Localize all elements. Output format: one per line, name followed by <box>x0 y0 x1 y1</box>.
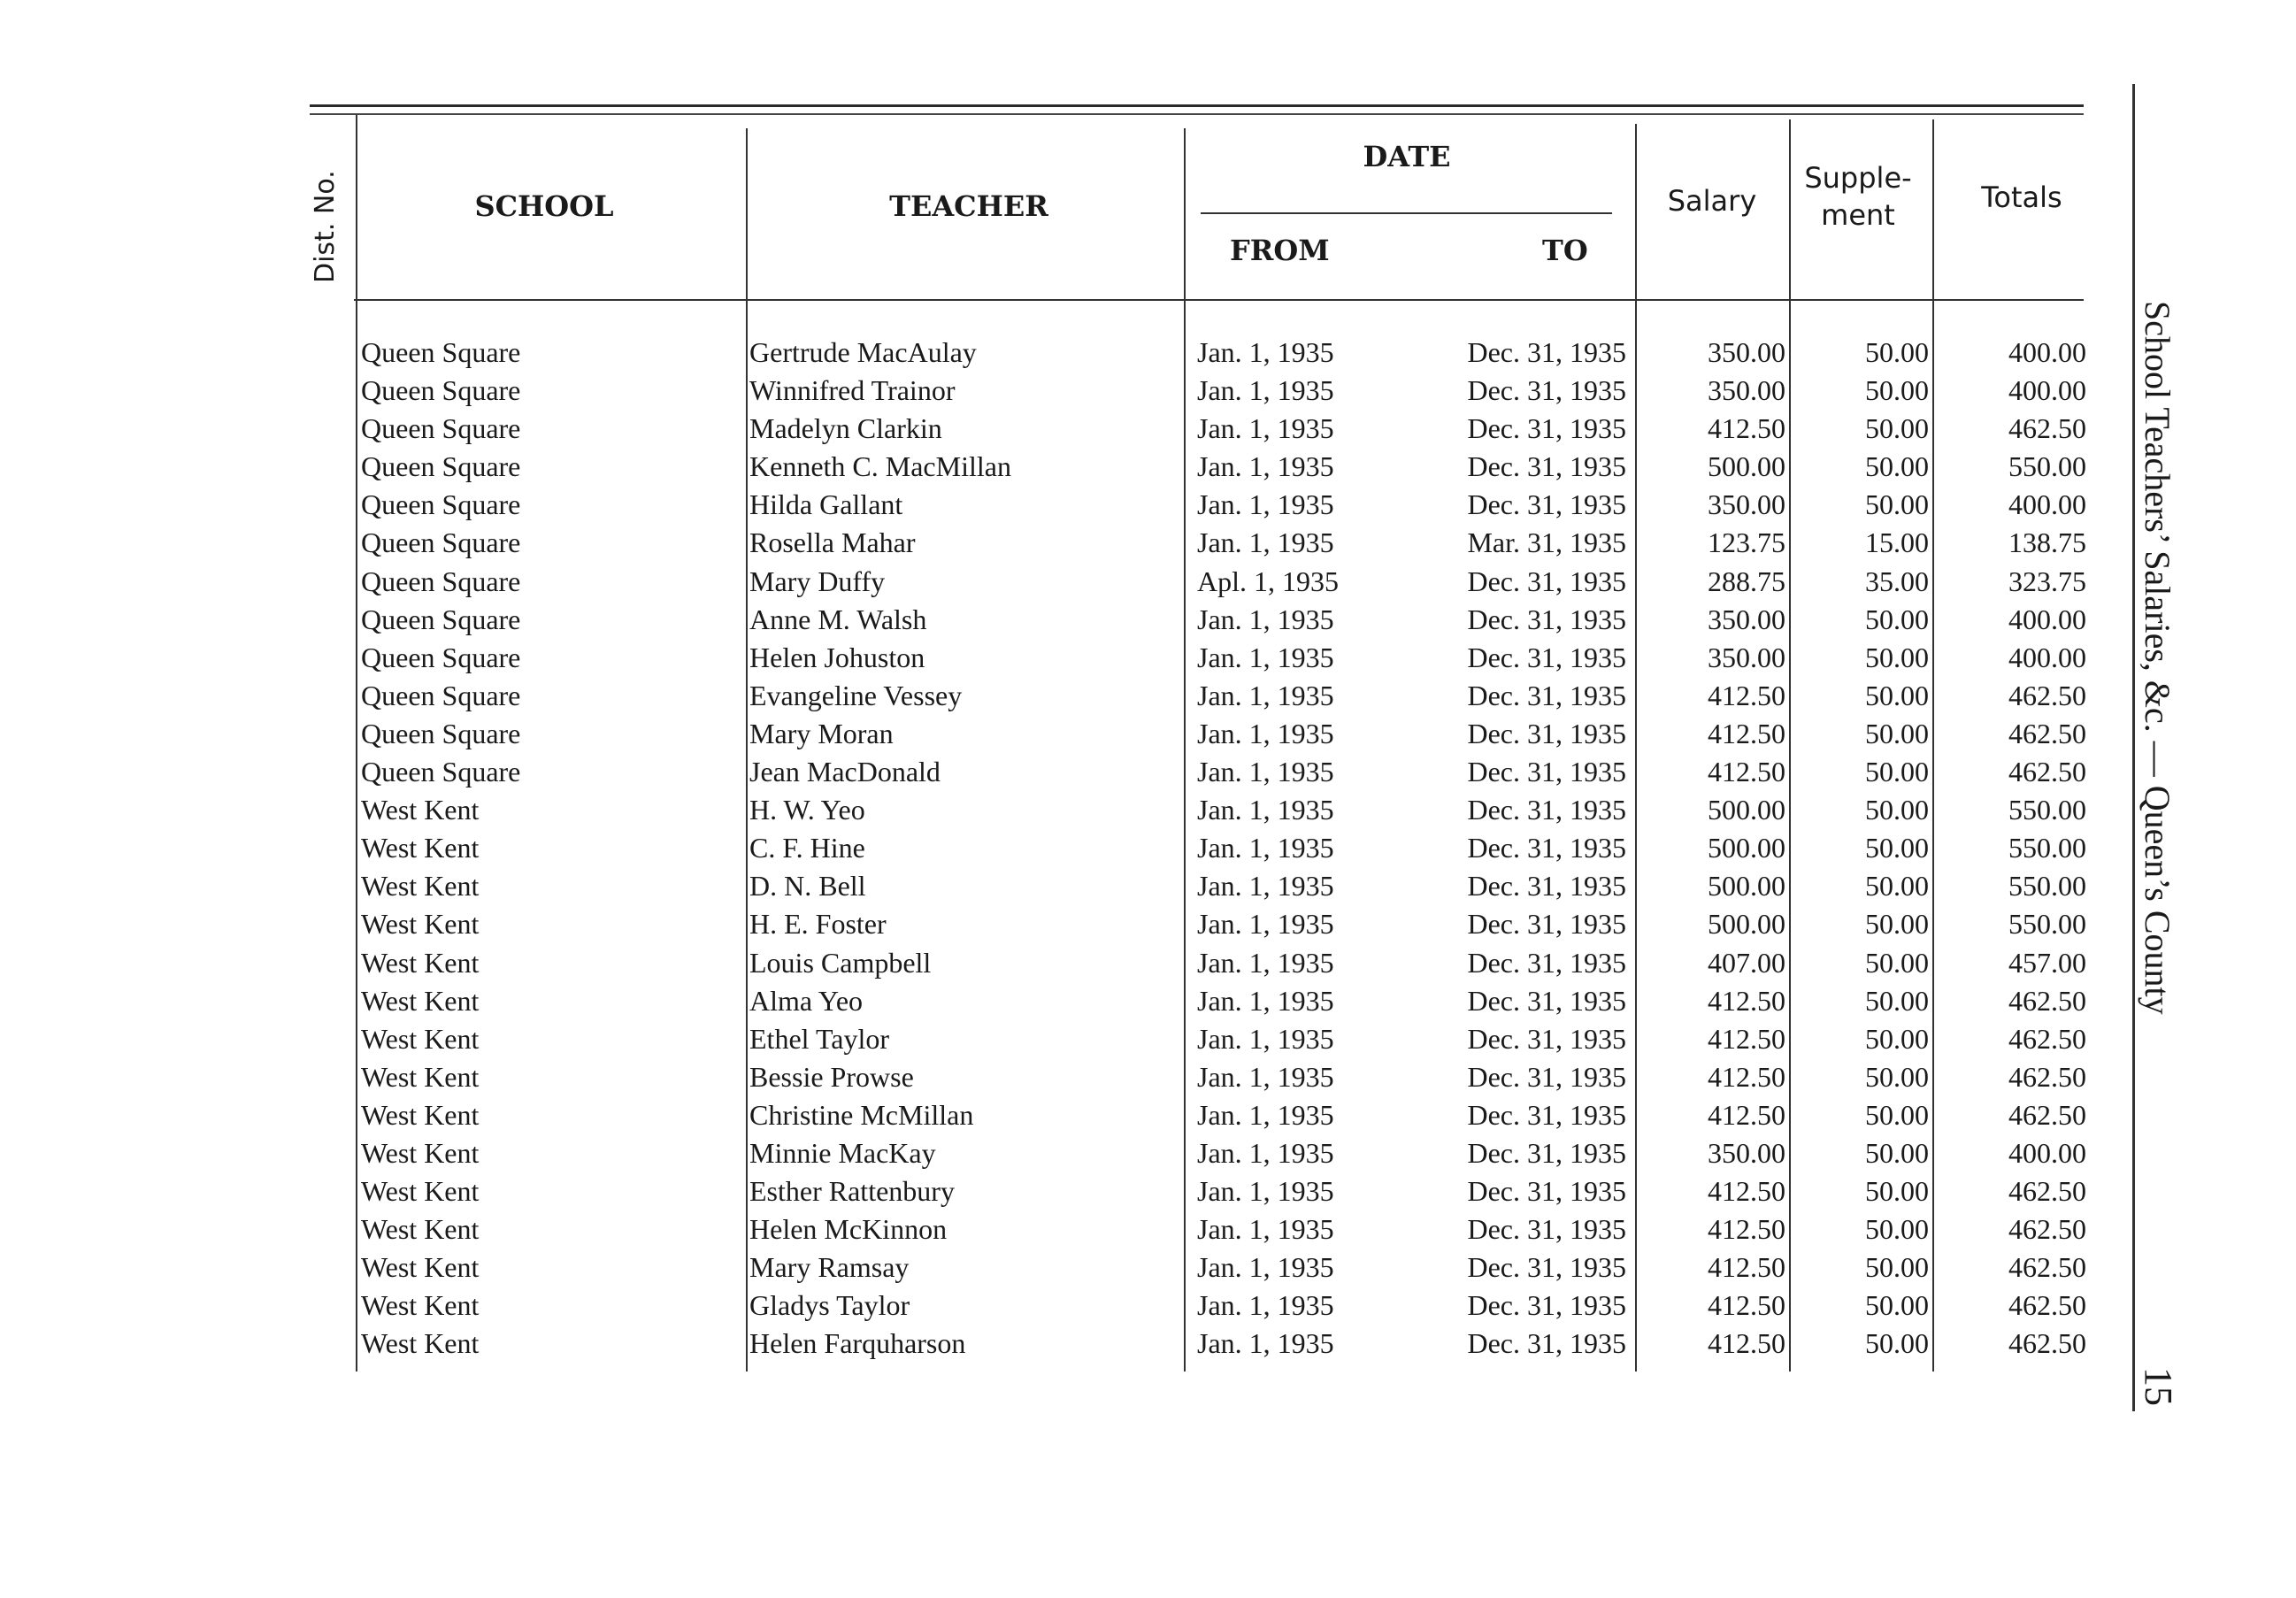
salary-cell: 123.75 <box>1708 526 1785 559</box>
table-row <box>0 832 2296 870</box>
school-cell: Queen Square <box>361 488 521 521</box>
supplement-cell: 50.00 <box>1865 1289 1929 1322</box>
school-cell: Queen Square <box>361 679 521 711</box>
to-date-cell: Dec. 31, 1935 <box>1467 603 1626 635</box>
salary-cell: 412.50 <box>1708 756 1785 788</box>
supplement-cell: 50.00 <box>1865 641 1929 673</box>
teacher-cell: Kenneth C. MacMillan <box>749 450 1011 483</box>
from-date-cell: Jan. 1, 1935 <box>1197 412 1334 445</box>
to-date-cell: Dec. 31, 1935 <box>1467 1022 1626 1055</box>
total-cell: 550.00 <box>2008 908 2086 941</box>
supplement-cell: 50.00 <box>1865 832 1929 864</box>
date-divider-rule <box>1201 212 1612 214</box>
to-date-cell: Dec. 31, 1935 <box>1467 641 1626 673</box>
totals-header: Totals <box>1981 181 2062 214</box>
school-cell: Queen Square <box>361 450 521 483</box>
to-date-cell: Dec. 31, 1935 <box>1467 1060 1626 1093</box>
table-row <box>0 870 2296 908</box>
supplement-cell: 50.00 <box>1865 1022 1929 1055</box>
total-cell: 138.75 <box>2008 526 2086 559</box>
total-cell: 400.00 <box>2008 374 2086 407</box>
side-title: School Teachers’ Salaries, &c. — Queen’s County <box>2138 301 2177 1015</box>
teacher-cell: Bessie Prowse <box>749 1060 914 1093</box>
salary-cell: 350.00 <box>1708 488 1785 521</box>
to-date-cell: Dec. 31, 1935 <box>1467 1213 1626 1246</box>
to-date-cell: Dec. 31, 1935 <box>1467 794 1626 826</box>
teacher-cell: Ethel Taylor <box>749 1022 890 1055</box>
from-date-cell: Jan. 1, 1935 <box>1197 1251 1334 1284</box>
to-date-cell: Dec. 31, 1935 <box>1467 488 1626 521</box>
from-date-cell: Jan. 1, 1935 <box>1197 374 1334 407</box>
salary-cell: 412.50 <box>1708 679 1785 711</box>
table-row <box>0 756 2296 794</box>
teacher-cell: Esther Rattenbury <box>749 1175 955 1208</box>
school-cell: West Kent <box>361 908 480 941</box>
salary-cell: 500.00 <box>1708 794 1785 826</box>
school-cell: West Kent <box>361 946 480 979</box>
to-date-cell: Dec. 31, 1935 <box>1467 832 1626 864</box>
supplement-cell: 50.00 <box>1865 717 1929 749</box>
total-cell: 400.00 <box>2008 336 2086 368</box>
table-row <box>0 908 2296 946</box>
teacher-cell: C. F. Hine <box>749 832 865 864</box>
school-cell: West Kent <box>361 1289 480 1322</box>
salary-cell: 350.00 <box>1708 1136 1785 1169</box>
teacher-cell: Rosella Mahar <box>749 526 916 559</box>
from-date-cell: Jan. 1, 1935 <box>1197 756 1334 788</box>
table-row <box>0 1099 2296 1137</box>
teacher-cell: Mary Ramsay <box>749 1251 910 1284</box>
to-date-cell: Dec. 31, 1935 <box>1467 1289 1626 1322</box>
from-date-cell: Jan. 1, 1935 <box>1197 1136 1334 1169</box>
teacher-header: TEACHER <box>889 189 1048 223</box>
from-date-cell: Jan. 1, 1935 <box>1197 450 1334 483</box>
from-date-cell: Jan. 1, 1935 <box>1197 794 1334 826</box>
table-row <box>0 526 2296 565</box>
school-header: SCHOOL <box>474 189 614 223</box>
total-cell: 462.50 <box>2008 984 2086 1017</box>
to-date-cell: Dec. 31, 1935 <box>1467 946 1626 979</box>
salary-cell: 500.00 <box>1708 908 1785 941</box>
to-date-cell: Dec. 31, 1935 <box>1467 870 1626 903</box>
from-date-cell: Jan. 1, 1935 <box>1197 1289 1334 1322</box>
total-cell: 462.50 <box>2008 756 2086 788</box>
school-cell: Queen Square <box>361 412 521 445</box>
page-number: 15 <box>2137 1367 2180 1406</box>
salary-cell: 412.50 <box>1708 1213 1785 1246</box>
teacher-cell: Mary Duffy <box>749 565 886 597</box>
supplement-cell: 50.00 <box>1865 603 1929 635</box>
teacher-cell: Helen Farquharson <box>749 1327 966 1360</box>
to-date-cell: Dec. 31, 1935 <box>1467 1136 1626 1169</box>
salary-cell: 407.00 <box>1708 946 1785 979</box>
school-cell: West Kent <box>361 870 480 903</box>
supplement-header <box>1787 159 1929 234</box>
school-cell: Queen Square <box>361 603 521 635</box>
salary-cell: 412.50 <box>1708 1022 1785 1055</box>
school-cell: Queen Square <box>361 526 521 559</box>
total-cell: 550.00 <box>2008 870 2086 903</box>
table-row <box>0 603 2296 642</box>
salary-cell: 412.50 <box>1708 1098 1785 1131</box>
school-cell: West Kent <box>361 984 480 1017</box>
school-cell: West Kent <box>361 794 480 826</box>
to-date-cell: Dec. 31, 1935 <box>1467 984 1626 1017</box>
table-row <box>0 1327 2296 1365</box>
from-header: FROM <box>1230 234 1330 267</box>
from-date-cell: Jan. 1, 1935 <box>1197 1060 1334 1093</box>
from-date-cell: Jan. 1, 1935 <box>1197 1175 1334 1208</box>
from-date-cell: Apl. 1, 1935 <box>1197 565 1339 597</box>
table-row <box>0 1289 2296 1327</box>
school-cell: Queen Square <box>361 336 521 368</box>
from-date-cell: Jan. 1, 1935 <box>1197 1327 1334 1360</box>
table-row <box>0 1137 2296 1175</box>
school-cell: West Kent <box>361 1213 480 1246</box>
from-date-cell: Jan. 1, 1935 <box>1197 1098 1334 1131</box>
to-date-cell: Dec. 31, 1935 <box>1467 412 1626 445</box>
total-cell: 462.50 <box>2008 679 2086 711</box>
to-date-cell: Dec. 31, 1935 <box>1467 374 1626 407</box>
to-date-cell: Dec. 31, 1935 <box>1467 717 1626 749</box>
teacher-cell: Jean MacDonald <box>749 756 941 788</box>
total-cell: 400.00 <box>2008 1136 2086 1169</box>
supplement-cell: 50.00 <box>1865 336 1929 368</box>
salary-cell: 412.50 <box>1708 984 1785 1017</box>
salary-cell: 350.00 <box>1708 603 1785 635</box>
total-cell: 462.50 <box>2008 1060 2086 1093</box>
school-cell: Queen Square <box>361 717 521 749</box>
supplement-cell: 50.00 <box>1865 1175 1929 1208</box>
supplement-cell: 50.00 <box>1865 374 1929 407</box>
to-date-cell: Dec. 31, 1935 <box>1467 908 1626 941</box>
from-date-cell: Jan. 1, 1935 <box>1197 1022 1334 1055</box>
salary-header: Salary <box>1667 184 1757 218</box>
school-cell: West Kent <box>361 832 480 864</box>
school-cell: Queen Square <box>361 565 521 597</box>
school-cell: West Kent <box>361 1098 480 1131</box>
to-date-cell: Dec. 31, 1935 <box>1467 336 1626 368</box>
salary-table-body <box>0 336 2296 1366</box>
supplement-cell: 50.00 <box>1865 794 1929 826</box>
total-cell: 400.00 <box>2008 641 2086 673</box>
table-row <box>0 718 2296 756</box>
from-date-cell: Jan. 1, 1935 <box>1197 984 1334 1017</box>
table-row <box>0 1213 2296 1251</box>
supplement-cell: 50.00 <box>1865 870 1929 903</box>
to-date-cell: Dec. 31, 1935 <box>1467 1251 1626 1284</box>
table-row <box>0 1061 2296 1099</box>
from-date-cell: Jan. 1, 1935 <box>1197 526 1334 559</box>
school-cell: West Kent <box>361 1327 480 1360</box>
total-cell: 462.50 <box>2008 412 2086 445</box>
salary-cell: 412.50 <box>1708 412 1785 445</box>
school-cell: West Kent <box>361 1251 480 1284</box>
teacher-cell: Alma Yeo <box>749 984 864 1017</box>
teacher-cell: D. N. Bell <box>749 870 866 903</box>
school-cell: West Kent <box>361 1022 480 1055</box>
from-date-cell: Jan. 1, 1935 <box>1197 1213 1334 1246</box>
teacher-cell: Gladys Taylor <box>749 1289 910 1322</box>
total-cell: 462.50 <box>2008 1251 2086 1284</box>
to-date-cell: Dec. 31, 1935 <box>1467 450 1626 483</box>
supplement-cell: 50.00 <box>1865 908 1929 941</box>
supplement-cell: 50.00 <box>1865 679 1929 711</box>
total-cell: 462.50 <box>2008 1327 2086 1360</box>
salary-cell: 500.00 <box>1708 450 1785 483</box>
from-date-cell: Jan. 1, 1935 <box>1197 832 1334 864</box>
teacher-cell: Winnifred Trainor <box>749 374 956 407</box>
supplement-cell: 50.00 <box>1865 1251 1929 1284</box>
to-date-cell: Dec. 31, 1935 <box>1467 565 1626 597</box>
dist-no-header: Dist. No. <box>310 170 341 283</box>
teacher-cell: H. E. Foster <box>749 908 887 941</box>
total-cell: 462.50 <box>2008 1022 2086 1055</box>
salary-cell: 412.50 <box>1708 1060 1785 1093</box>
table-row <box>0 947 2296 985</box>
top-rule-secondary <box>310 113 2084 115</box>
supplement-cell: 50.00 <box>1865 450 1929 483</box>
salary-cell: 412.50 <box>1708 1289 1785 1322</box>
supplement-cell: 50.00 <box>1865 756 1929 788</box>
table-row <box>0 336 2296 374</box>
to-date-cell: Dec. 31, 1935 <box>1467 756 1626 788</box>
teacher-cell: Madelyn Clarkin <box>749 412 942 445</box>
to-date-cell: Dec. 31, 1935 <box>1467 1175 1626 1208</box>
school-cell: Queen Square <box>361 374 521 407</box>
supplement-cell: 35.00 <box>1865 565 1929 597</box>
total-cell: 462.50 <box>2008 717 2086 749</box>
from-date-cell: Jan. 1, 1935 <box>1197 641 1334 673</box>
to-date-cell: Dec. 31, 1935 <box>1467 679 1626 711</box>
school-cell: West Kent <box>361 1060 480 1093</box>
salary-cell: 350.00 <box>1708 336 1785 368</box>
total-cell: 323.75 <box>2008 565 2086 597</box>
supplement-cell: 50.00 <box>1865 1213 1929 1246</box>
teacher-cell: Anne M. Walsh <box>749 603 927 635</box>
from-date-cell: Jan. 1, 1935 <box>1197 679 1334 711</box>
table-row <box>0 488 2296 526</box>
salary-cell: 350.00 <box>1708 641 1785 673</box>
supplement-cell: 50.00 <box>1865 946 1929 979</box>
supplement-cell: 50.00 <box>1865 1136 1929 1169</box>
total-cell: 457.00 <box>2008 946 2086 979</box>
total-cell: 462.50 <box>2008 1175 2086 1208</box>
salary-cell: 412.50 <box>1708 1327 1785 1360</box>
teacher-cell: Evangeline Vessey <box>749 679 963 711</box>
teacher-cell: Christine McMillan <box>749 1098 974 1131</box>
teacher-cell: Helen Johuston <box>749 641 925 673</box>
from-date-cell: Jan. 1, 1935 <box>1197 603 1334 635</box>
total-cell: 462.50 <box>2008 1213 2086 1246</box>
teacher-cell: Hilda Gallant <box>749 488 903 521</box>
teacher-cell: Helen McKinnon <box>749 1213 948 1246</box>
school-cell: Queen Square <box>361 641 521 673</box>
supplement-cell: 50.00 <box>1865 1327 1929 1360</box>
from-date-cell: Jan. 1, 1935 <box>1197 870 1334 903</box>
supplement-cell: 50.00 <box>1865 488 1929 521</box>
table-row <box>0 1175 2296 1213</box>
total-cell: 550.00 <box>2008 794 2086 826</box>
salary-cell: 500.00 <box>1708 832 1785 864</box>
date-header: DATE <box>1363 140 1451 173</box>
teacher-cell: Gertrude MacAulay <box>749 336 977 368</box>
salary-cell: 350.00 <box>1708 374 1785 407</box>
supplement-header-line2: ment <box>1821 198 1895 232</box>
teacher-cell: Louis Campbell <box>749 946 932 979</box>
table-row <box>0 794 2296 832</box>
salary-cell: 412.50 <box>1708 717 1785 749</box>
teacher-cell: Mary Moran <box>749 717 894 749</box>
supplement-cell: 50.00 <box>1865 412 1929 445</box>
table-row <box>0 450 2296 488</box>
table-row <box>0 642 2296 680</box>
total-cell: 550.00 <box>2008 832 2086 864</box>
to-date-cell: Mar. 31, 1935 <box>1467 526 1626 559</box>
teacher-cell: H. W. Yeo <box>749 794 865 826</box>
salary-cell: 288.75 <box>1708 565 1785 597</box>
top-rule <box>310 104 2084 107</box>
table-row <box>0 1023 2296 1061</box>
table-row <box>0 680 2296 718</box>
salary-cell: 412.50 <box>1708 1175 1785 1208</box>
to-date-cell: Dec. 31, 1935 <box>1467 1098 1626 1131</box>
table-row <box>0 374 2296 412</box>
table-row <box>0 565 2296 603</box>
total-cell: 400.00 <box>2008 488 2086 521</box>
table-row <box>0 412 2296 450</box>
school-cell: West Kent <box>361 1175 480 1208</box>
from-date-cell: Jan. 1, 1935 <box>1197 946 1334 979</box>
supplement-cell: 50.00 <box>1865 1098 1929 1131</box>
total-cell: 550.00 <box>2008 450 2086 483</box>
school-cell: West Kent <box>361 1136 480 1169</box>
supplement-header-line1: Supple- <box>1804 161 1912 195</box>
table-row <box>0 1251 2296 1289</box>
header-bottom-rule <box>354 299 2084 301</box>
to-header: TO <box>1542 234 1588 267</box>
from-date-cell: Jan. 1, 1935 <box>1197 488 1334 521</box>
total-cell: 462.50 <box>2008 1289 2086 1322</box>
supplement-cell: 50.00 <box>1865 1060 1929 1093</box>
from-date-cell: Jan. 1, 1935 <box>1197 336 1334 368</box>
from-date-cell: Jan. 1, 1935 <box>1197 908 1334 941</box>
total-cell: 400.00 <box>2008 603 2086 635</box>
school-cell: Queen Square <box>361 756 521 788</box>
table-row <box>0 985 2296 1023</box>
from-date-cell: Jan. 1, 1935 <box>1197 717 1334 749</box>
teacher-cell: Minnie MacKay <box>749 1136 936 1169</box>
salary-cell: 500.00 <box>1708 870 1785 903</box>
salary-cell: 412.50 <box>1708 1251 1785 1284</box>
supplement-cell: 50.00 <box>1865 984 1929 1017</box>
total-cell: 462.50 <box>2008 1098 2086 1131</box>
to-date-cell: Dec. 31, 1935 <box>1467 1327 1626 1360</box>
supplement-cell: 15.00 <box>1865 526 1929 559</box>
